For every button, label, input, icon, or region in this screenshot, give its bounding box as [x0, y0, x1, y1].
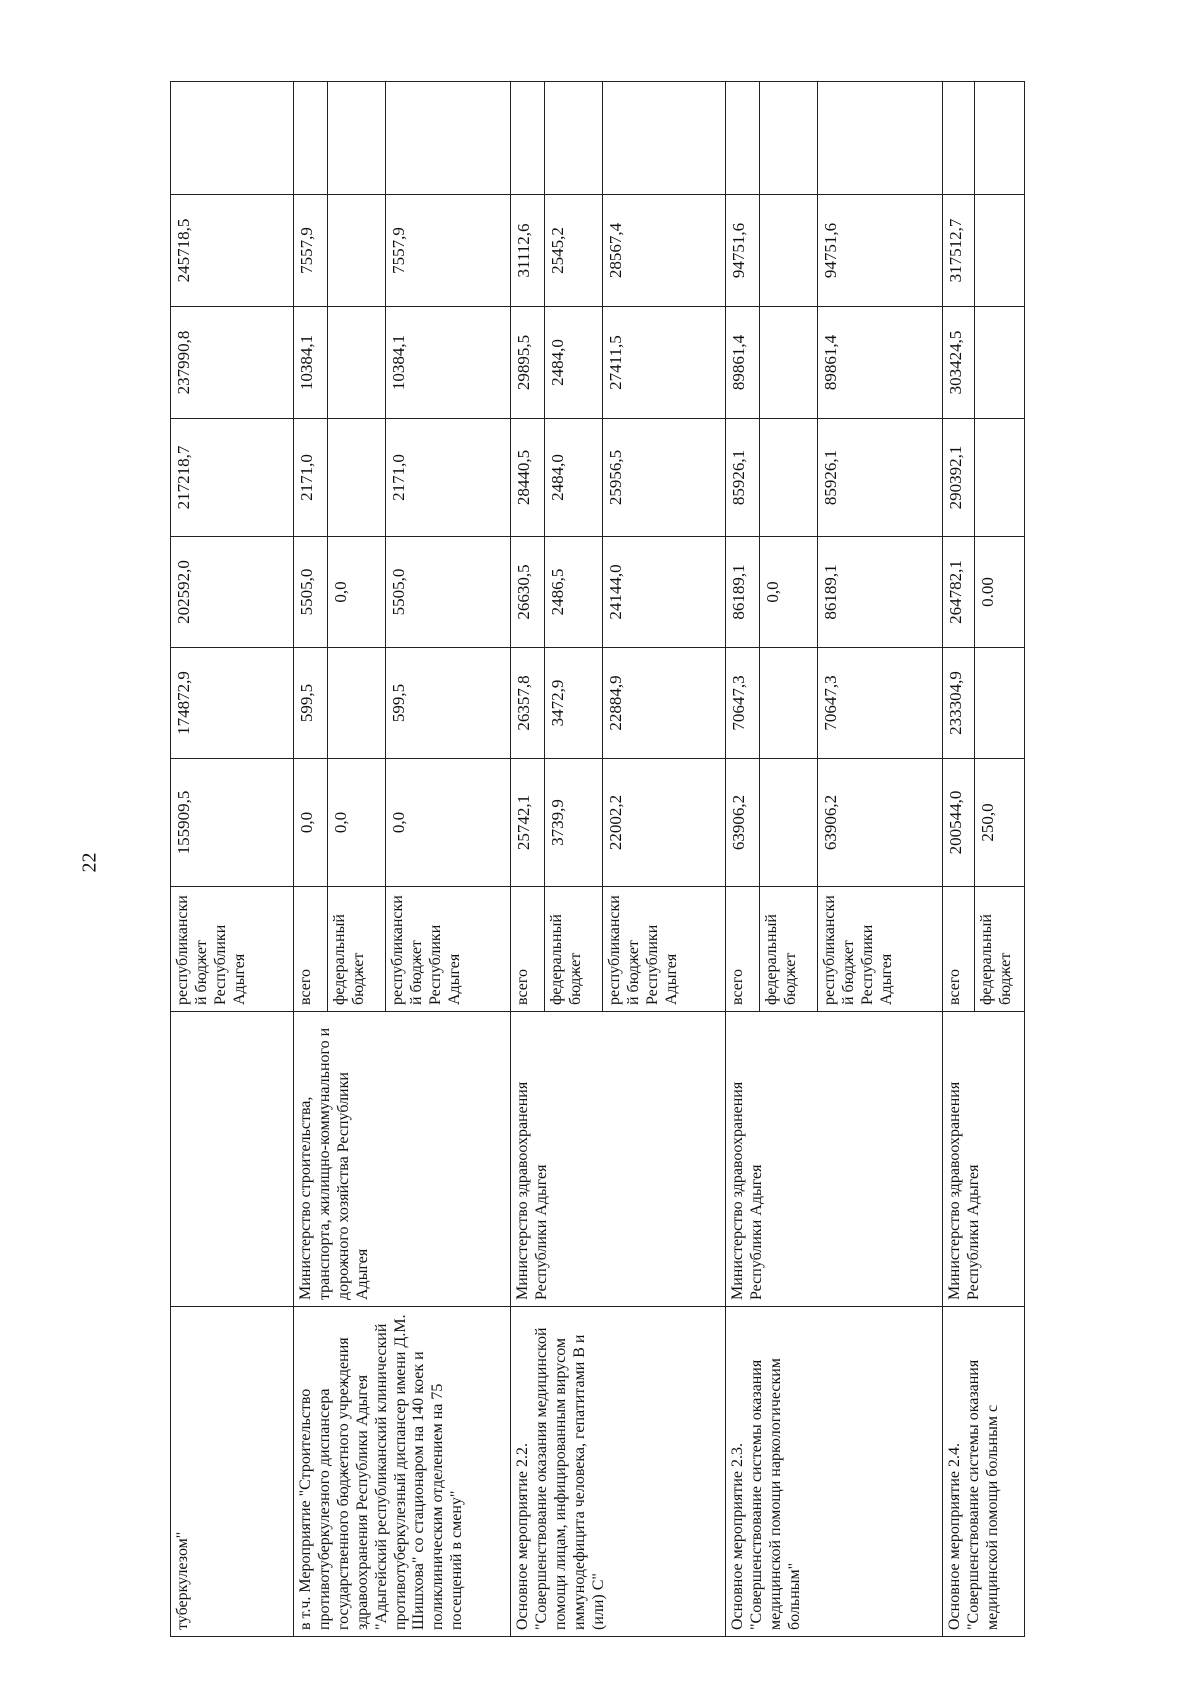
event-cell: Основное мероприятие 2.2. "Совершенствование оказания медицинской помощи лицам, инфицированным вирусом иммунодефицита человека, гепатитами В и (или) С"	[511, 1307, 726, 1637]
value-cell	[327, 648, 385, 759]
empty-cell	[327, 82, 385, 195]
value-cell: 599,5	[385, 648, 510, 759]
value-cell: 0,0	[385, 759, 510, 887]
value-cell	[327, 195, 385, 307]
event-cell: туберкулезом"	[171, 1307, 294, 1637]
value-cell	[759, 759, 817, 887]
value-cell: 29895,5	[511, 307, 545, 419]
table-row	[511, 82, 545, 1637]
source-cell: всего	[943, 887, 974, 1012]
value-cell: 22884,9	[603, 648, 726, 759]
executor-cell: Министерство здравоохранения Республики Адыгея	[943, 1012, 1025, 1307]
value-cell: 94751,6	[726, 195, 760, 307]
value-cell: 85926,1	[726, 419, 760, 537]
value-cell: 237990,8	[171, 307, 294, 419]
value-cell: 63906,2	[726, 759, 760, 887]
value-cell: 25956,5	[603, 419, 726, 537]
value-cell: 5505,0	[385, 537, 510, 648]
table-row	[943, 82, 974, 1637]
value-cell	[759, 195, 817, 307]
value-cell	[974, 419, 1024, 537]
page-number: 22	[78, 852, 101, 873]
budget-table	[170, 81, 1025, 1637]
value-cell	[759, 419, 817, 537]
value-cell: 200544,0	[943, 759, 974, 887]
value-cell: 245718,5	[171, 195, 294, 307]
value-cell: 22002,2	[603, 759, 726, 887]
source-cell: федеральный бюджет	[759, 887, 817, 1012]
value-cell: 94751,6	[818, 195, 943, 307]
executor-cell	[171, 1012, 294, 1307]
source-cell: всего	[726, 887, 760, 1012]
value-cell: 86189,1	[726, 537, 760, 648]
value-cell: 0,0	[759, 537, 817, 648]
empty-cell	[759, 82, 817, 195]
value-cell	[759, 648, 817, 759]
value-cell: 3739,9	[544, 759, 602, 887]
empty-cell	[171, 82, 294, 195]
table-row	[726, 82, 760, 1637]
source-cell: федеральный бюджет	[974, 887, 1024, 1012]
empty-cell	[544, 82, 602, 195]
value-cell: 70647,3	[726, 648, 760, 759]
value-cell: 202592,0	[171, 537, 294, 648]
value-cell: 0.00	[974, 537, 1024, 648]
value-cell: 264782,1	[943, 537, 974, 648]
value-cell: 24144,0	[603, 537, 726, 648]
value-cell: 2486,5	[544, 537, 602, 648]
value-cell: 63906,2	[818, 759, 943, 887]
value-cell: 317512,7	[943, 195, 974, 307]
value-cell: 27411,5	[603, 307, 726, 419]
empty-cell	[818, 82, 943, 195]
value-cell: 31112,6	[511, 195, 545, 307]
empty-cell	[603, 82, 726, 195]
value-cell	[974, 648, 1024, 759]
value-cell	[759, 307, 817, 419]
value-cell	[327, 307, 385, 419]
value-cell: 89861,4	[818, 307, 943, 419]
empty-cell	[943, 82, 974, 195]
value-cell: 217218,7	[171, 419, 294, 537]
value-cell: 174872,9	[171, 648, 294, 759]
value-cell	[974, 307, 1024, 419]
value-cell: 7557,9	[294, 195, 328, 307]
value-cell: 89861,4	[726, 307, 760, 419]
source-cell: республиканский бюджет Республики Адыгея	[385, 887, 510, 1012]
value-cell: 2171,0	[385, 419, 510, 537]
value-cell: 250,0	[974, 759, 1024, 887]
value-cell	[327, 419, 385, 537]
empty-cell	[511, 82, 545, 195]
value-cell: 28567,4	[603, 195, 726, 307]
source-cell: федеральный бюджет	[544, 887, 602, 1012]
empty-cell	[726, 82, 760, 195]
value-cell: 0,0	[327, 537, 385, 648]
value-cell: 10384,1	[385, 307, 510, 419]
value-cell: 599,5	[294, 648, 328, 759]
value-cell: 2171,0	[294, 419, 328, 537]
value-cell	[974, 195, 1024, 307]
value-cell: 2484,0	[544, 307, 602, 419]
source-cell: всего	[511, 887, 545, 1012]
value-cell: 0,0	[294, 759, 328, 887]
value-cell: 3472,9	[544, 648, 602, 759]
empty-cell	[974, 82, 1024, 195]
value-cell: 25742,1	[511, 759, 545, 887]
source-cell: всего	[294, 887, 328, 1012]
source-cell: республиканский бюджет Республики Адыгея	[603, 887, 726, 1012]
value-cell: 290392,1	[943, 419, 974, 537]
value-cell: 2545,2	[544, 195, 602, 307]
value-cell: 233304,9	[943, 648, 974, 759]
value-cell: 26357,8	[511, 648, 545, 759]
source-cell: федеральный бюджет	[327, 887, 385, 1012]
source-cell: республиканский бюджет Республики Адыгея	[818, 887, 943, 1012]
table-row	[294, 82, 328, 1637]
rotated-table-wrapper	[170, 82, 1025, 1637]
executor-cell: Министерство здравоохранения Республики Адыгея	[511, 1012, 726, 1307]
value-cell: 70647,3	[818, 648, 943, 759]
value-cell: 155909,5	[171, 759, 294, 887]
source-cell: республиканский бюджет Республики Адыгея	[171, 887, 294, 1012]
executor-cell: Министерство здравоохранения Республики Адыгея	[726, 1012, 943, 1307]
executor-cell: Министерство строительства, транспорта, жилищно-коммунального и дорожного хозяйства Республики Адыгея	[294, 1012, 511, 1307]
value-cell: 5505,0	[294, 537, 328, 648]
value-cell: 28440,5	[511, 419, 545, 537]
value-cell: 303424,5	[943, 307, 974, 419]
value-cell: 2484,0	[544, 419, 602, 537]
empty-cell	[385, 82, 510, 195]
value-cell: 0,0	[327, 759, 385, 887]
empty-cell	[294, 82, 328, 195]
value-cell: 7557,9	[385, 195, 510, 307]
value-cell: 86189,1	[818, 537, 943, 648]
event-cell: Основное мероприятие 2.3. "Совершенствование системы оказания медицинской помощи наркологическим больным"	[726, 1307, 943, 1637]
value-cell: 10384,1	[294, 307, 328, 419]
event-cell: Основное мероприятие 2.4. "Совершенствование системы оказания медицинской помощи больным с	[943, 1307, 1025, 1637]
event-cell: в т.ч. Мероприятие "Строительство противотуберкулезного диспансера государственного бюджетного учреждения здравоохранения Республики Адыгея "Адыгейский республиканский клинический противотуберкулезный диспансер имени Д.М. Шишхова" со стационаром на 140 коек и поликлиническим отделением на 75 посещений в смену"	[294, 1307, 511, 1637]
value-cell: 85926,1	[818, 419, 943, 537]
value-cell: 26630,5	[511, 537, 545, 648]
table-row	[171, 82, 294, 1637]
